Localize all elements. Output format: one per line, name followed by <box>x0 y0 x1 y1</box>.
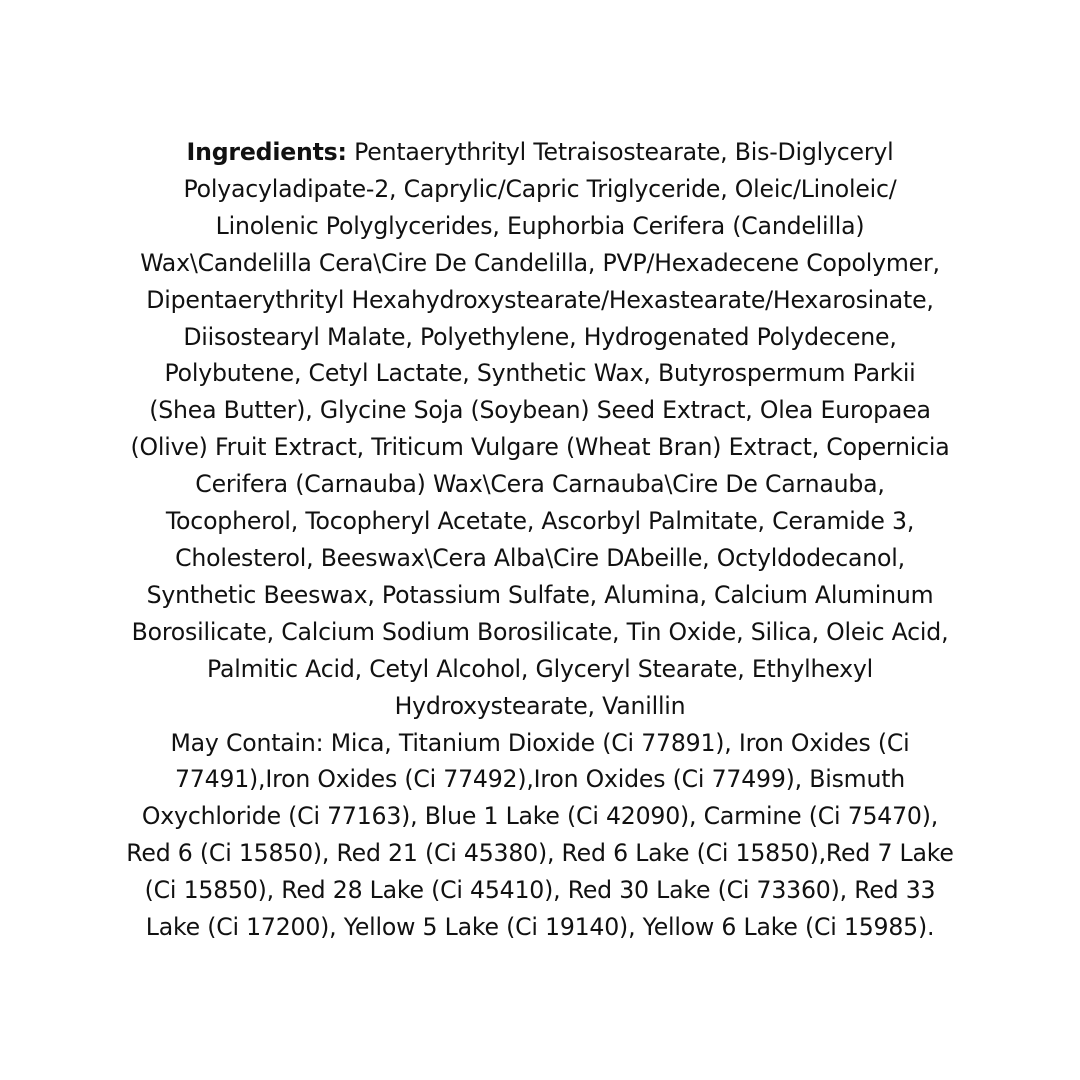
ingredients-line-14: Palmitic Acid, Cetyl Alcohol, Glyceryl Stearate, Ethylhexyl <box>206 654 874 683</box>
ingredients-line-6: Polybutene, Cetyl Lactate, Synthetic Wax, Butyrospermum Parkii <box>164 359 916 388</box>
ingredients-line-9: Cerifera (Carnauba) Wax\Cera Carnauba\Cire De Carnauba, <box>195 470 885 499</box>
ingredients-line-3: Wax\Candelilla Cera\Cire De Candelilla, PVP/Hexadecene Copolymer, <box>140 248 940 277</box>
may-contain-line-2: Oxychloride (Ci 77163), Blue 1 Lake (Ci 42090), Carmine (Ci 75470), <box>141 802 939 831</box>
ingredients-line-13: Borosilicate, Calcium Sodium Borosilicate, Tin Oxide, Silica, Oleic Acid, <box>131 617 949 646</box>
ingredients-line-11: Cholesterol, Beeswax\Cera Alba\Cire DAbeille, Octyldodecanol, <box>175 543 905 572</box>
may-contain-line-0: May Contain: Mica, Titanium Dioxide (Ci 77891), Iron Oxides (Ci <box>170 728 910 757</box>
ingredients-line-4: Dipentaerythrityl Hexahydroxystearate/Hexastearate/Hexarosinate, <box>146 285 934 314</box>
ingredients-line-1: Polyacyladipate-2, Caprylic/Capric Triglyceride, Oleic/Linoleic/ <box>183 174 897 203</box>
ingredients-line-0 <box>100 134 980 171</box>
ingredients-line-0-text: Pentaerythrityl Tetraisostearate, Bis-Diglyceryl <box>346 138 894 166</box>
ingredients-line-5: Diisostearyl Malate, Polyethylene, Hydrogenated Polydecene, <box>183 322 897 351</box>
ingredients-line-7: (Shea Butter), Glycine Soja (Soybean) Seed Extract, Olea Europaea <box>149 396 931 425</box>
ingredients-line-8: (Olive) Fruit Extract, Triticum Vulgare (Wheat Bran) Extract, Copernicia <box>130 433 950 462</box>
ingredients-line-2: Linolenic Polyglycerides, Euphorbia Cerifera (Candelilla) <box>215 211 865 240</box>
ingredients-label: Ingredients: <box>186 138 347 166</box>
may-contain-line-3: Red 6 (Ci 15850), Red 21 (Ci 45380), Red 6 Lake (Ci 15850),Red 7 Lake <box>126 839 954 868</box>
may-contain-line-5: Lake (Ci 17200), Yellow 5 Lake (Ci 19140), Yellow 6 Lake (Ci 15985). <box>145 913 935 942</box>
ingredients-line-15: Hydroxystearate, Vanillin <box>394 691 686 720</box>
ingredients-line-12: Synthetic Beeswax, Potassium Sulfate, Alumina, Calcium Aluminum <box>146 580 934 609</box>
may-contain-line-1: 77491),Iron Oxides (Ci 77492),Iron Oxides (Ci 77499), Bismuth <box>174 765 906 794</box>
ingredients-text-block <box>100 134 980 946</box>
may-contain-line-4: (Ci 15850), Red 28 Lake (Ci 45410), Red 30 Lake (Ci 73360), Red 33 <box>144 876 936 905</box>
ingredients-line-10: Tocopherol, Tocopheryl Acetate, Ascorbyl Palmitate, Ceramide 3, <box>165 507 915 536</box>
